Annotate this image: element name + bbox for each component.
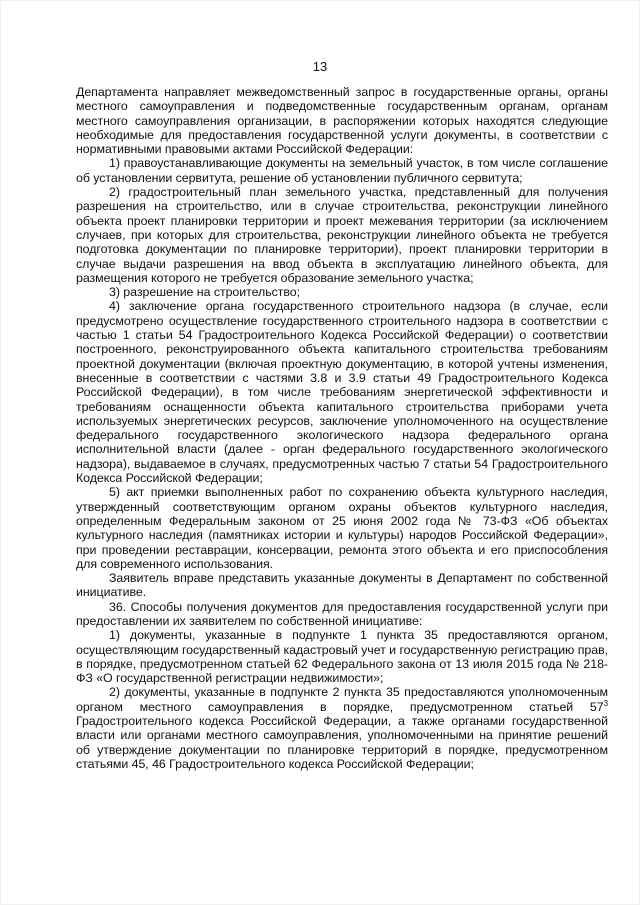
paragraph-text-before-superscript: 2) документы, указанные в подпункте 2 пункта 35 предоставляются уполномоченным органом местного самоуправления в порядке, предусмотренном статьей 57 — [76, 685, 608, 714]
paragraph-item-5: 5) акт приемки выполненных работ по сохранению объекта культурного наследия, утвержденный соответствующим органом охраны объектов культурного наследия, определенным Федеральным законом от 25 июня 2002 года № 73-ФЗ «Об объектах культурного наследия (памятниках истории и культуры) народов Российской Федерации», при проведении реставрации, консервации, ремонта этого объекта и его приспособления для современного использования. — [76, 485, 608, 571]
paragraph-item-4: 4) заключение органа государственного строительного надзора (в случае, если предусмотрено осуществление государственного строительного надзора в соответствии с частью 1 статьи 54 Градостроительного Кодекса Российской Федерации) о соответствии построенного, реконструированного объекта капитального строительства требованиям проектной документации (включая проектную документацию, в которой учтены изменения, внесенные в соответствии с частями 3.8 и 3.9 статьи 49 Градостроительного Кодекса Российской Федерации), в том числе требованиям энергетической эффективности и требованиям оснащенности объекта капитального строительства приборами учета используемых энергетических ресурсов, заключение уполномоченного на осуществление федерального государственного экологического надзора федерального органа исполнительной власти (далее - орган федерального государственного экологического надзора), выдаваемое в случаях, предусмотренных частью 7 статьи 54 Градостроительного Кодекса Российской Федерации; — [76, 299, 608, 486]
paragraph-intro: Департамента направляет межведомственный запрос в государственные органы, органы местного самоуправления и подведомственные государственным органам, органам местного самоуправления организации, в распоряжении которых находятся следующие необходимые для предоставления государственной услуги документы, в соответствии с нормативными правовыми актами Российской Федерации: — [76, 85, 608, 157]
page-number: 13 — [312, 59, 328, 74]
paragraph-section-36-item-1: 1) документы, указанные в подпункте 1 пункта 35 предоставляются органом, осуществляющим государственный кадастровый учет и государственную регистрацию прав, в порядке, предусмотренном статьей 62 Федерального закона от 13 июля 2015 года № 218-ФЗ «О государственной регистрации недвижимости»; — [76, 628, 608, 686]
superscript-number: 3 — [603, 698, 608, 708]
paragraph-item-1: 1) правоустанавливающие документы на земельный участок, в том числе соглашение об установлении сервитута, решение об установлении публичного сервитута; — [76, 156, 608, 185]
document-body — [76, 85, 608, 771]
paragraph-section-36: 36. Способы получения документов для предоставления государственной услуги при предоставлении их заявителем по собственной инициативе: — [76, 599, 608, 628]
paragraph-section-36-item-2 — [76, 685, 608, 771]
paragraph-item-3: 3) разрешение на строительство; — [109, 285, 301, 300]
paragraph-text-after-superscript: Градостроительного кодекса Российской Федерации, а также органами государственной власти или органами местного самоуправления, уполномоченными на принятие решений об утверждение документации по планировке территорий в порядке, предусмотренном статьями 45, 46 Градостроительного кодекса Российской Федерации; — [76, 714, 608, 771]
paragraph-item-2: 2) градостроительный план земельного участка, представленный для получения разрешения на строительство, или в случае строительства, реконструкции линейного объекта проект планировки территории и проект межевания территории (за исключением случаев, при которых для строительства, реконструкции линейного объекта не требуется подготовка документации по планировке территории), проект планировки территории в случае выдачи разрешения на ввод объекта в эксплуатацию линейного объекта, для размещения которого не требуется образование земельного участка; — [76, 185, 608, 285]
paragraph-applicant-right: Заявитель вправе представить указанные документы в Департамент по собственной инициативе. — [76, 571, 608, 600]
